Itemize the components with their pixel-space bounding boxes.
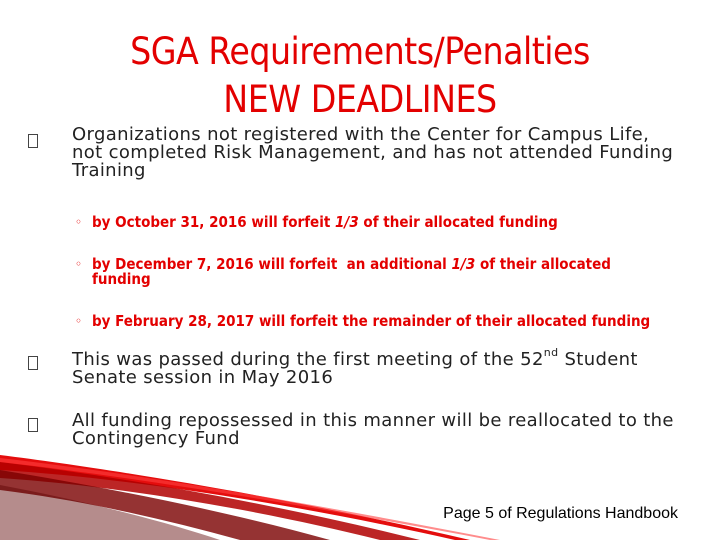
- sub-bullet-1-text: [92, 215, 558, 230]
- bullet-3-text: [72, 412, 674, 448]
- bullet-2-line-2: Senate session in May 2016: [72, 367, 334, 388]
- sub-1-pre: by October 31, 2016 will forfeit: [92, 213, 331, 231]
- sub-bullet-2-text: [92, 257, 611, 287]
- sub-1-post: of their allocated funding: [363, 213, 558, 231]
- bullet-3-line-2: Contingency Fund: [72, 428, 240, 449]
- bullet-1-text: [72, 126, 673, 180]
- bullet-box-icon: [28, 418, 38, 432]
- sub-bullet-marker-icon: ◦: [75, 314, 83, 328]
- bullet-box-icon: [28, 356, 38, 370]
- title-line-2: NEW DEADLINES: [223, 78, 497, 121]
- bullet-1-line-2: not completed Risk Management, and has not attended Funding: [72, 142, 674, 163]
- bullet-3-line-1: All funding repossessed in this manner will be reallocated to the: [72, 410, 674, 431]
- sub-2-post: of their allocated: [479, 255, 611, 273]
- sub-2-line-2: funding: [92, 270, 151, 288]
- bullet-2-line-1-pre: This was passed during the first meeting of the 52: [72, 349, 544, 370]
- slide-title: [60, 28, 660, 124]
- bullet-1-line-3: Training: [72, 160, 146, 181]
- sub-bullet-marker-icon: ◦: [75, 215, 83, 229]
- page-footer: Page 5 of Regulations Handbook: [443, 505, 678, 522]
- bullet-1-line-1: Organizations not registered with the Center for Campus Life,: [72, 124, 650, 145]
- sub-2-fraction: 1/3: [451, 255, 476, 273]
- sub-2-pre: by December 7, 2016 will forfeit an additional: [92, 255, 447, 273]
- bullet-2-superscript: nd: [543, 346, 559, 359]
- bullet-2-line-1-post: Student: [558, 349, 638, 370]
- sub-bullet-marker-icon: ◦: [75, 257, 83, 271]
- bullet-box-icon: [28, 134, 38, 148]
- sub-bullet-3-text: by February 28, 2017 will forfeit the remainder of their allocated funding: [92, 312, 651, 330]
- sub-1-fraction: 1/3: [335, 213, 359, 231]
- title-line-1: SGA Requirements/Penalties: [130, 30, 590, 73]
- bullet-2-text: [72, 346, 638, 388]
